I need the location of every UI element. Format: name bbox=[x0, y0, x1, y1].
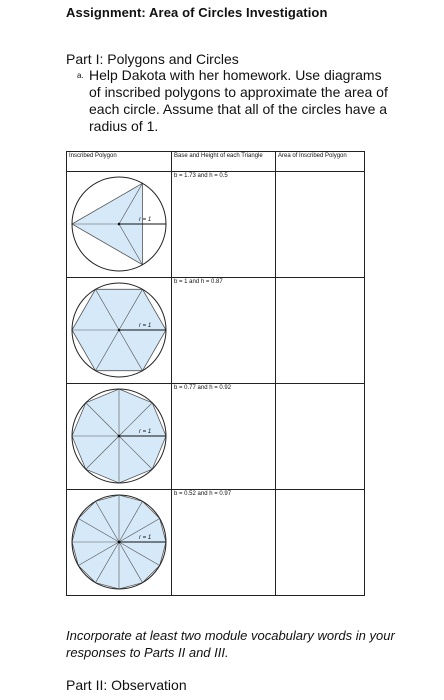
assignment-title: Assignment: Area of Circles Investigation bbox=[66, 5, 328, 20]
header-area: Area of Inscribed Polygon bbox=[276, 152, 365, 172]
polygon-cell bbox=[67, 490, 172, 596]
polygon-cell bbox=[67, 172, 172, 278]
base-height-cell: b = 0.52 and h = 0.97 bbox=[172, 490, 276, 596]
part2-heading: Part II: Observation bbox=[66, 677, 187, 693]
question-text: Help Dakota with her homework. Use diagrams of inscribed polygons to approximate the area of each circle. Assume that all of the circles have a radius of 1. bbox=[89, 67, 388, 134]
area-cell[interactable] bbox=[276, 172, 365, 278]
center-point bbox=[118, 435, 121, 438]
cutoff-text-line bbox=[88, 694, 348, 700]
radius-label: r = 1 bbox=[139, 535, 152, 541]
dodecagon-diagram bbox=[67, 490, 171, 595]
part1-heading: Part I: Polygons and Circles bbox=[66, 51, 239, 67]
radius-label: r = 1 bbox=[139, 217, 152, 223]
center-point bbox=[118, 223, 121, 226]
base-height-cell: b = 1.73 and h = 0.5 bbox=[172, 172, 276, 278]
base-height-cell: b = 0.77 and h = 0.92 bbox=[172, 384, 276, 490]
table-row bbox=[67, 278, 365, 384]
header-inscribed-polygon: Inscribed Polygon bbox=[67, 152, 172, 172]
table-row bbox=[67, 384, 365, 490]
radius-label: r = 1 bbox=[139, 429, 152, 435]
inscribed-polygons-table bbox=[66, 151, 365, 596]
area-cell[interactable] bbox=[276, 490, 365, 596]
vocabulary-note: Incorporate at least two module vocabulary words in your responses to Parts II and III. bbox=[66, 628, 395, 660]
base-height-cell: b = 1 and h = 0.87 bbox=[172, 278, 276, 384]
header-base-height: Base and Height of each Triangle bbox=[172, 152, 276, 172]
polygon-cell bbox=[67, 384, 172, 490]
question-label: a. bbox=[77, 71, 84, 80]
octagon-diagram bbox=[67, 384, 171, 489]
table-row bbox=[67, 172, 365, 278]
table-row bbox=[67, 490, 365, 596]
area-cell[interactable] bbox=[276, 384, 365, 490]
table-header-row bbox=[67, 152, 365, 172]
hexagon-diagram bbox=[67, 278, 171, 383]
center-point bbox=[118, 329, 121, 332]
center-point bbox=[118, 541, 121, 544]
triangle-diagram bbox=[67, 172, 171, 277]
polygon-cell bbox=[67, 278, 172, 384]
area-cell[interactable] bbox=[276, 278, 365, 384]
radius-label: r = 1 bbox=[139, 323, 152, 329]
